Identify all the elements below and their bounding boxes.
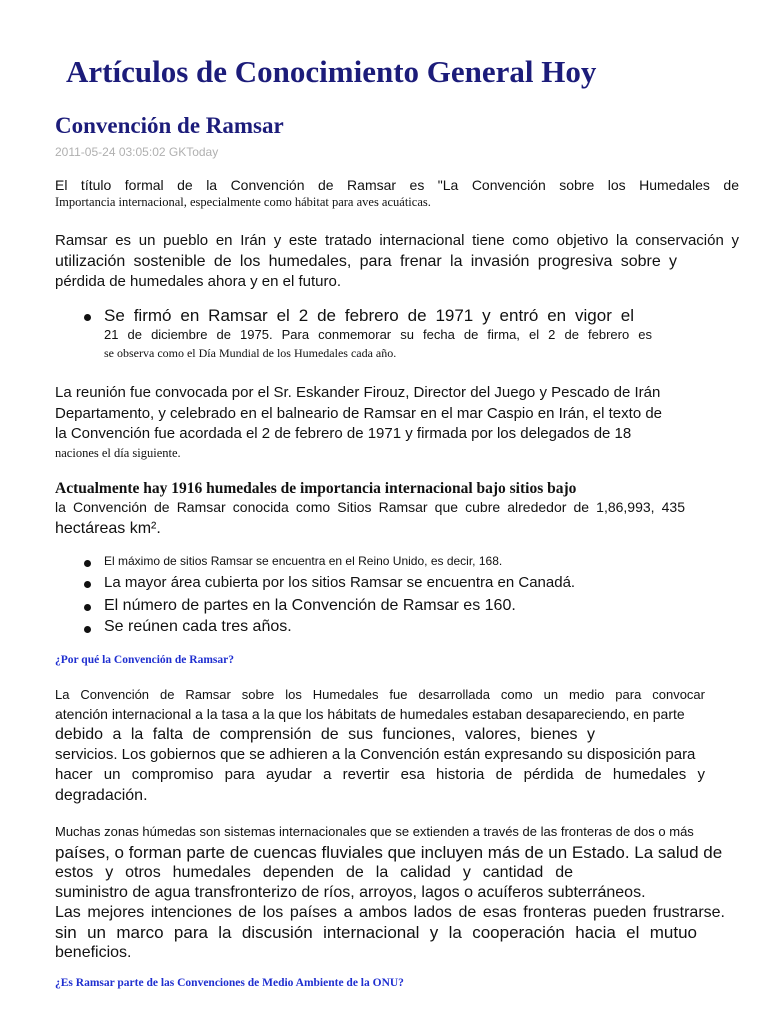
paragraph-line: Las mejores intenciones de los países a ambos lados de esas fronteras pueden frustrarse. — [55, 904, 725, 921]
paragraph-1 — [55, 176, 739, 211]
bullet-dot — [84, 314, 91, 321]
paragraph-line: suministro de agua transfronterizo de ríos, arroyos, lagos o acuíferos subterráneos. — [55, 884, 646, 901]
bullet-line: se observa como el Día Mundial de los Humedales cada año. — [104, 346, 397, 360]
bullet-dot — [84, 626, 91, 633]
paragraph-line: utilización sostenible de los humedales, para frenar la invasión progresiva sobre y — [55, 253, 677, 270]
bullet-dot — [84, 560, 91, 567]
bullet-line: Se firmó en Ramsar el 2 de febrero de 1971 y entró en vigor el — [104, 306, 634, 325]
paragraph-line: La Convención de Ramsar sobre los Humedales fue desarrollada como un medio para convocar — [55, 687, 705, 702]
paragraph-5 — [55, 686, 705, 807]
paragraph-4 — [55, 479, 705, 540]
paragraph-line: estos y otros humedales dependen de la calidad y cantidad de — [55, 864, 573, 881]
bullet-line: 21 de diciembre de 1975. Para conmemorar su fecha de firma, el 2 de febrero es — [104, 327, 652, 342]
paragraph-line: países, o forman parte de cuencas fluviales que incluyen más de un Estado. La salud de — [55, 843, 723, 862]
paragraph-line: atención internacional a la tasa a la que los hábitats de humedales estaban desapareciendo, en parte — [55, 706, 685, 722]
paragraph-line: la Convención de Ramsar conocida como Sitios Ramsar que cubre alrededor de 1,86,993, 435 — [55, 499, 685, 515]
bullet-item — [104, 305, 652, 363]
paragraph-line: Importancia internacional, especialmente como hábitat para aves acuáticas. — [55, 195, 431, 209]
section-link-ramsar-un[interactable]: ¿Es Ramsar parte de las Convenciones de Medio Ambiente de la ONU? — [55, 977, 404, 989]
paragraph-line: Departamento, y celebrado en el balneario de Ramsar en el mar Caspio en Irán, el texto de — [55, 405, 663, 422]
article-meta: 2011-05-24 03:05:02 GKToday — [55, 145, 219, 159]
paragraph-line: hacer un compromiso para ayudar a revertir esa historia de pérdida de humedales y — [55, 766, 705, 783]
paragraph-line: El título formal de la Convención de Ramsar es "La Convención sobre los Humedales de — [55, 177, 739, 193]
paragraph-line: naciones el día siguiente. — [55, 446, 181, 460]
bullet-item: El máximo de sitios Ramsar se encuentra en el Reino Unido, es decir, 168. — [104, 554, 503, 568]
bullet-item: Se reúnen cada tres años. — [104, 618, 292, 635]
paragraph-lead: Actualmente hay 1916 humedales de importancia internacional bajo sitios bajo — [55, 480, 577, 497]
bullet-item: El número de partes en la Convención de Ramsar es 160. — [104, 597, 516, 614]
article-title: Convención de Ramsar — [55, 113, 284, 138]
paragraph-line: servicios. Los gobiernos que se adhieren a la Convención están expresando su disposición para — [55, 746, 696, 763]
paragraph-line: sin un marco para la discusión internacional y la cooperación hacia el mutuo — [55, 923, 697, 942]
site-title: Artículos de Conocimiento General Hoy — [66, 54, 597, 89]
section-link-why-ramsar[interactable]: ¿Por qué la Convención de Ramsar? — [55, 654, 234, 666]
paragraph-2 — [55, 231, 739, 292]
paragraph-6 — [55, 822, 725, 963]
paragraph-line: Muchas zonas húmedas son sistemas internacionales que se extienden a través de las fronteras de dos o más — [55, 824, 694, 839]
bullet-dot — [84, 604, 91, 611]
paragraph-line: la Convención fue acordada el 2 de febrero de 1971 y firmada por los delegados de 18 — [55, 425, 632, 442]
paragraph-line: beneficios. — [55, 944, 132, 961]
paragraph-line: debido a la falta de comprensión de sus funciones, valores, bienes y — [55, 726, 595, 743]
paragraph-line: La reunión fue convocada por el Sr. Eskander Firouz, Director del Juego y Pescado de Irán — [55, 384, 661, 401]
paragraph-line: degradación. — [55, 787, 148, 804]
bullet-item: La mayor área cubierta por los sitios Ramsar se encuentra en Canadá. — [104, 574, 576, 591]
bullet-dot — [84, 581, 91, 588]
paragraph-3 — [55, 383, 705, 462]
paragraph-line: pérdida de humedales ahora y en el futuro. — [55, 273, 342, 290]
paragraph-line: hectáreas km². — [55, 520, 161, 537]
paragraph-line: Ramsar es un pueblo en Irán y este tratado internacional tiene como objetivo la conservación y — [55, 232, 739, 249]
